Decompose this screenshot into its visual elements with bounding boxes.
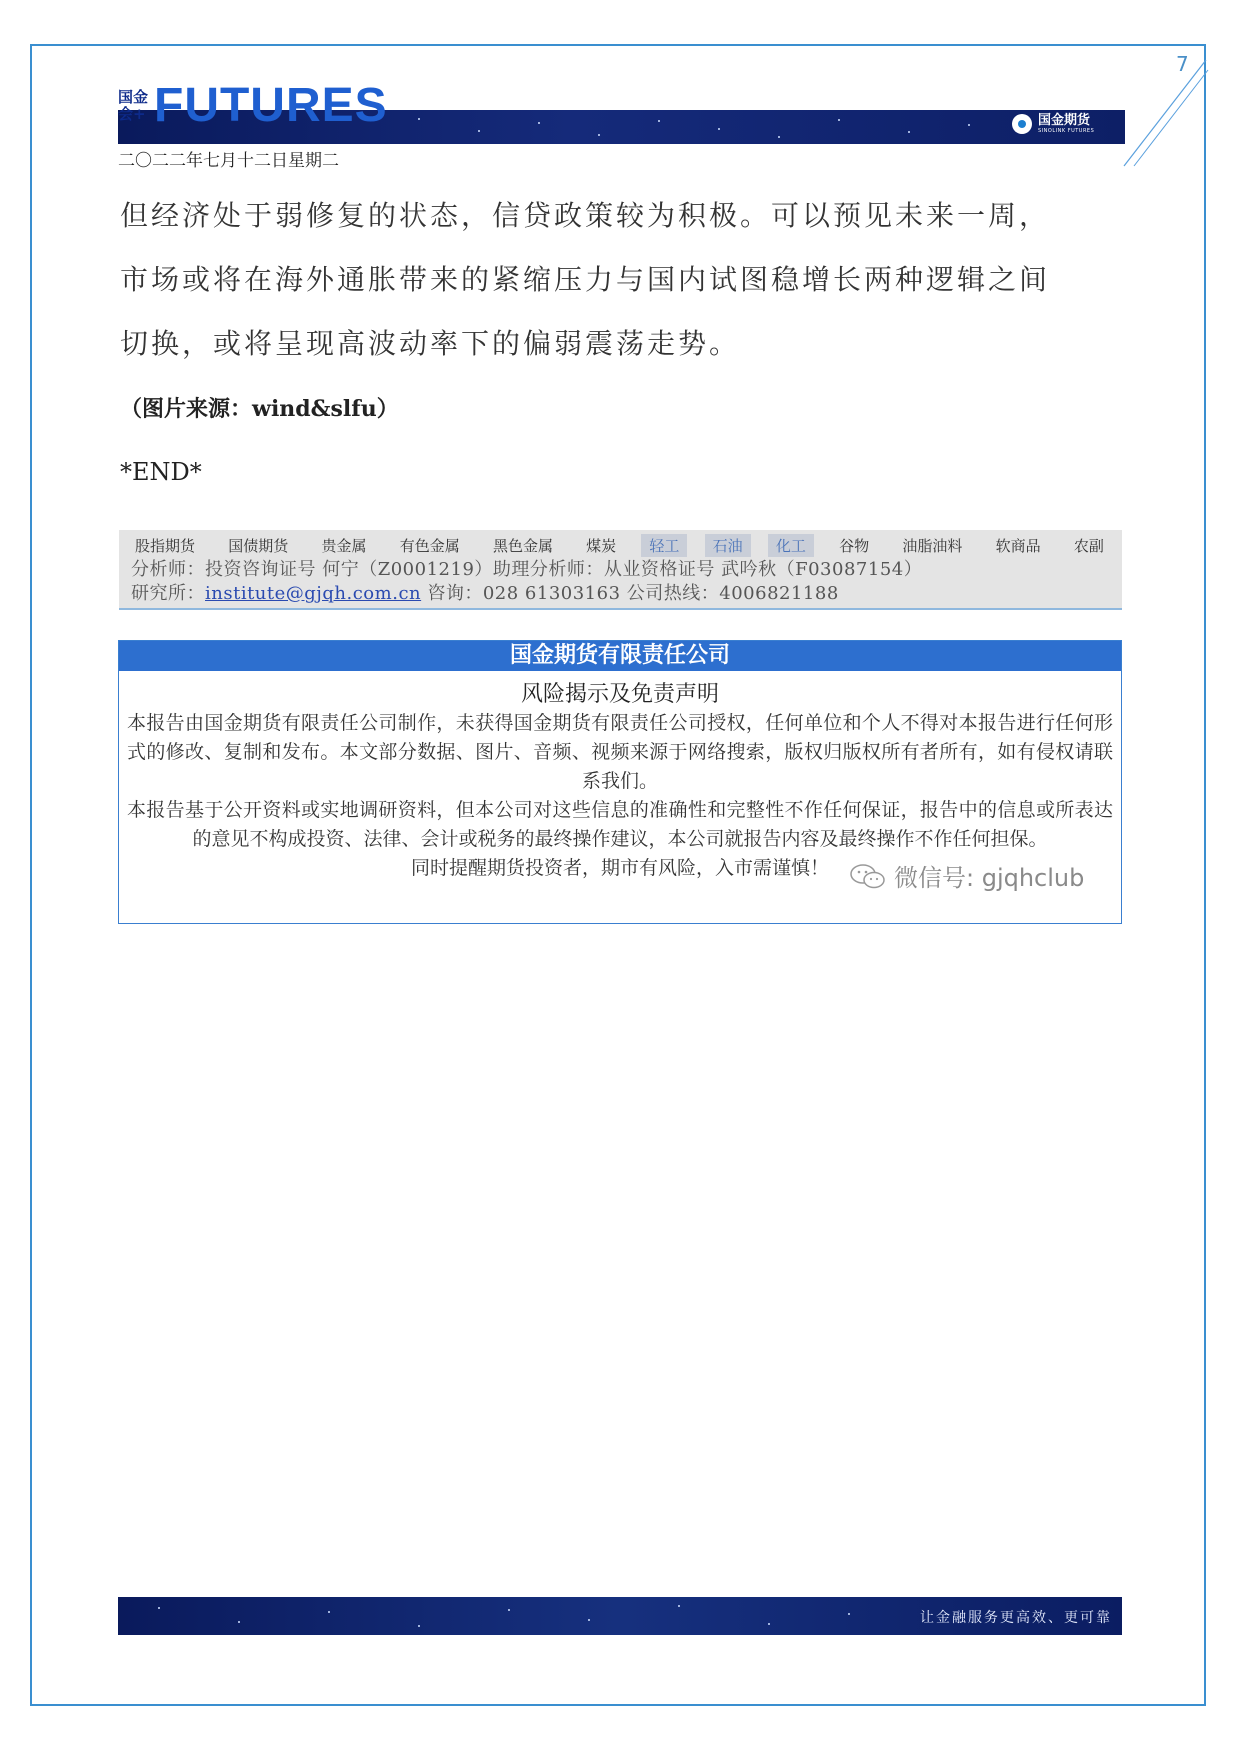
footer-slogan: 让金融服务更高效、更可靠 — [920, 1610, 1112, 1626]
category-item[interactable]: 化工 — [768, 534, 814, 557]
footer-banner — [118, 1597, 1122, 1635]
body-line: 切换，或将呈现高波动率下的偏弱震荡走势。 — [120, 327, 741, 360]
page-number: 7 — [1176, 52, 1189, 76]
company-logo — [1012, 113, 1094, 135]
category-item[interactable]: 农副 — [1073, 536, 1104, 555]
disclaimer-company: 国金期货有限责任公司 — [119, 641, 1121, 671]
category-item[interactable]: 油脂油料 — [902, 536, 963, 555]
body-line: 但经济处于弱修复的状态，信贷政策较为积极。可以预见未来一周， — [120, 199, 1051, 232]
body-line: 市场或将在海外通胀带来的紧缩压力与国内试图稳增长两种逻辑之间 — [120, 263, 1051, 296]
brand-cn-label: 国金会+ — [118, 88, 149, 123]
body-paragraph — [120, 184, 1120, 376]
end-mark: *END* — [120, 458, 202, 486]
category-item[interactable]: 谷物 — [839, 536, 870, 555]
watermark-text: 微信号: gjqhclub — [894, 864, 1085, 892]
wechat-icon — [848, 861, 888, 891]
category-item[interactable]: 有色金属 — [399, 536, 460, 555]
image-source-note: （图片来源：wind&slfu） — [120, 396, 399, 422]
institute-contact — [119, 582, 1122, 606]
category-item[interactable]: 软商品 — [995, 536, 1041, 555]
category-item[interactable]: 轻工 — [641, 534, 687, 557]
category-item[interactable]: 贵金属 — [321, 536, 367, 555]
report-date: 二〇二二年七月十二日星期二 — [118, 151, 339, 171]
company-logo-en: SINOLINK FUTURES — [1038, 128, 1095, 134]
category-item[interactable]: 黑色金属 — [492, 536, 553, 555]
category-item[interactable]: 股指期货 — [135, 536, 196, 555]
category-item[interactable]: 煤炭 — [586, 536, 617, 555]
consult-hotline: 咨询：028 61303163 公司热线：4006821188 — [421, 583, 839, 604]
wechat-watermark — [848, 858, 1084, 893]
risk-warning: 同时提醒期货投资者，期市有风险，入市需谨慎！ — [410, 857, 829, 879]
category-item[interactable]: 石油 — [705, 534, 751, 557]
disclaimer-title: 风险揭示及免责声明 — [520, 682, 719, 707]
category-item[interactable]: 国债期货 — [228, 536, 289, 555]
company-logo-cn: 国金期货 — [1038, 113, 1091, 128]
analyst-info: 分析师：投资咨询证号 何宁（Z0001219）助理分析师：从业资格证号 武吟秋（F03087154） — [131, 559, 923, 580]
contact-box — [119, 530, 1122, 610]
disclaimer-paragraph: 本报告基于公开资料或实地调研资料，但本公司对这些信息的准确性和完整性不作任何保证，报告中的信息或所表达的意见不构成投资、法律、会计或税务的最终操作建议，本公司就报告内容及最终操作不作任何担保。 — [127, 799, 1113, 850]
institute-label: 研究所： — [131, 583, 205, 604]
institute-email-link[interactable]: institute@gjqh.com.cn — [205, 583, 422, 604]
category-nav — [119, 530, 1122, 558]
brand-wordmark: FUTURES — [154, 79, 388, 132]
disclaimer-paragraph: 本报告由国金期货有限责任公司制作，未获得国金期货有限责任公司授权，任何单位和个人不得对本报告进行任何形式的修改、复制和发布。本文部分数据、图片、音频、视频来源于网络搜索，版权归版权所有者所有，如有侵权请联系我们。 — [127, 712, 1113, 792]
corner-decoration — [1120, 40, 1210, 170]
company-logo-icon — [1012, 114, 1032, 134]
